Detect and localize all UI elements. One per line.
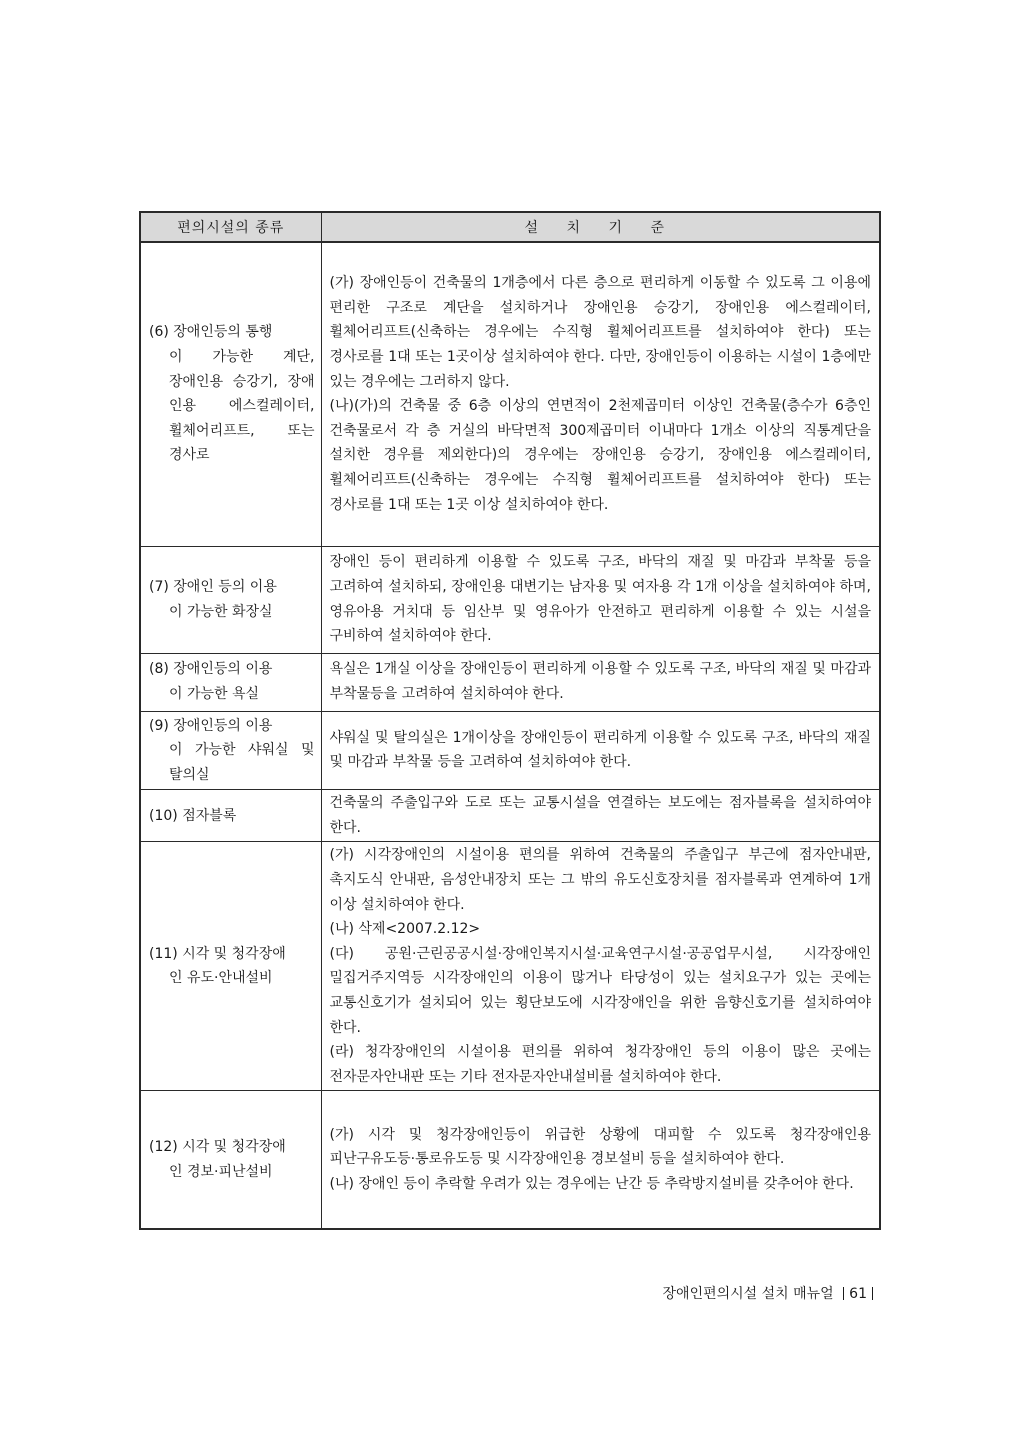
footer-title: 장애인편의시설 설치 매뉴얼 <box>662 1286 834 1302</box>
standard-paragraph: (나)(가)의 건축물 중 6층 이상의 연면적이 2천제곱미터 이상인 건축물(층수가 6층인 건축물로서 각 층 거실의 바닥면적 300제곱미터 이내마다 1개소 이상의 직통계단을 설치한 경우를 제외한다)의 경우에는 장애인용 승강기, 장애인용 에스컬레이터, 휠체어리프트(신축하는 경우에는 수직형 휠체어리프트를 설치하여야 한다) 또는 경사로를 1대 또는 1곳 이상 설치하여야 한다. <box>329 398 871 513</box>
standard-cell <box>321 653 880 711</box>
standard-paragraph: (나) 삭제<2007.2.12> <box>329 921 481 938</box>
standard-cell <box>321 546 880 653</box>
standard-paragraph: (가) 장애인등이 건축물의 1개층에서 다른 층으로 편리하게 이동할 수 있도록 그 이용에 편리한 구조로 계단을 설치하거나 장애인용 승강기, 장애인용 에스컬레이터, 휠체어리프트(신축하는 경우에는 수직형 휠체어리프트를 설치하여야 한다) 또는 경사로를 1대 또는 1곳이상 설치하여야 한다. 다만, 장애인등이 이용하는 시설이 1층에만 있는 경우에는 그러하지 않다. <box>329 275 871 390</box>
facility-type-cell <box>140 1091 321 1229</box>
facility-type-label-cont: 인 경보·피난설비 <box>169 1163 273 1180</box>
standard-paragraph: 장애인 등이 편리하게 이용할 수 있도록 구조, 바닥의 재질 및 마감과 부착물 등을 고려하여 설치하되, 장애인용 대변기는 남자용 및 여자용 각 1개 이상을 설치하여야 하며, 영유아용 거치대 등 임산부 및 영유아가 안전하고 편리하게 이용할 수 있는 시설을 구비하여 설치하여야 한다. <box>329 554 871 645</box>
table-row <box>140 842 880 1091</box>
standard-cell <box>321 842 880 1091</box>
table-row <box>140 546 880 653</box>
facility-type-cell <box>140 653 321 711</box>
facility-type-label-cont: 이 가능한 화장실 <box>169 603 273 620</box>
standard-paragraph: (나) 장애인 등이 추락할 우려가 있는 경우에는 난간 등 추락방지설비를 갖추어야 한다. <box>329 1175 854 1192</box>
facility-standards-table <box>139 211 881 1230</box>
header-facility-type: 편의시설의 종류 <box>140 212 321 242</box>
facility-type-label: (10) 점자블록 <box>149 807 237 824</box>
facility-type-cell <box>140 242 321 546</box>
table-row <box>140 653 880 711</box>
facility-type-cell <box>140 842 321 1091</box>
standard-cell <box>321 242 880 546</box>
facility-type-label-cont: 이 가능한 샤워실 및 탈의실 <box>169 742 315 783</box>
facility-type-label-cont: 인 유도·안내설비 <box>169 970 273 987</box>
facility-type-label: (7) 장애인 등의 이용 <box>149 578 277 595</box>
table-header-row <box>140 212 880 242</box>
table-row <box>140 711 880 790</box>
facility-type-label: (11) 시각 및 청각장애 <box>149 945 286 962</box>
facility-type-cell <box>140 546 321 653</box>
facility-type-label: (6) 장애인등의 통행 <box>149 324 273 341</box>
facility-type-cell <box>140 711 321 790</box>
table-row <box>140 790 880 842</box>
standard-paragraph: 건축물의 주출입구와 도로 또는 교통시설을 연결하는 보도에는 점자블록을 설치하여야 한다. <box>329 795 871 836</box>
page-footer <box>663 1283 878 1303</box>
standard-paragraph: 샤워실 및 탈의실은 1개이상을 장애인등이 편리하게 이용할 수 있도록 구조, 바닥의 재질 및 마감과 부착물 등을 고려하여 설치하여야 한다. <box>329 729 871 771</box>
page-number: 61 <box>849 1286 867 1302</box>
standard-cell <box>321 790 880 842</box>
standard-cell <box>321 1091 880 1229</box>
footer-divider <box>843 1287 844 1300</box>
standard-paragraph: 욕실은 1개실 이상을 장애인등이 편리하게 이용할 수 있도록 구조, 바닥의 재질 및 마감과 부착물등을 고려하여 설치하여야 한다. <box>329 661 871 702</box>
facility-type-label-cont: 이 가능한 계단, 장애인용 승강기, 장애 인용 에스컬레이터, 휠체어리프트, 또는 경사로 <box>169 349 315 464</box>
standard-cell <box>321 711 880 790</box>
facility-type-label: (8) 장애인등의 이용 <box>149 661 273 678</box>
standard-paragraph: (라) 청각장애인의 시설이용 편의를 위하여 청각장애인 등의 이용이 많은 곳에는 전자문자안내판 또는 기타 전자문자안내설비를 설치하여야 한다. <box>329 1044 871 1085</box>
table-row <box>140 1091 880 1229</box>
standard-paragraph: (가) 시각 및 청각장애인등이 위급한 상황에 대피할 수 있도록 청각장애인용 피난구유도등·통로유도등 및 시각장애인용 경보설비 등을 설치하여야 한다. <box>329 1126 871 1168</box>
footer-divider <box>872 1287 873 1300</box>
facility-type-label-cont: 이 가능한 욕실 <box>169 686 260 702</box>
standard-paragraph: (가) 시각장애인의 시설이용 편의를 위하여 건축물의 주출입구 부근에 점자안내판, 촉지도식 안내판, 음성안내장치 또는 그 밖의 유도신호장치를 점자블록과 연계하여 1개 이상 설치하여야 한다. <box>329 847 871 913</box>
facility-type-label: (9) 장애인등의 이용 <box>149 717 273 734</box>
table-row <box>140 242 880 546</box>
facility-type-cell <box>140 790 321 842</box>
header-installation-standard: 설 치 기 준 <box>321 212 880 242</box>
facility-type-label: (12) 시각 및 청각장애 <box>149 1139 286 1156</box>
standard-paragraph: (다) 공원·근린공공시설·장애인복지시설·교육연구시설·공공업무시설, 시각장애인 밀집거주지역등 시각장애인의 이용이 많거나 타당성이 있는 설치요구가 있는 곳에는 교통신호기가 설치되어 있는 횡단보도에 시각장애인을 위한 음향신호기를 설치하여야 한다. <box>329 945 871 1036</box>
